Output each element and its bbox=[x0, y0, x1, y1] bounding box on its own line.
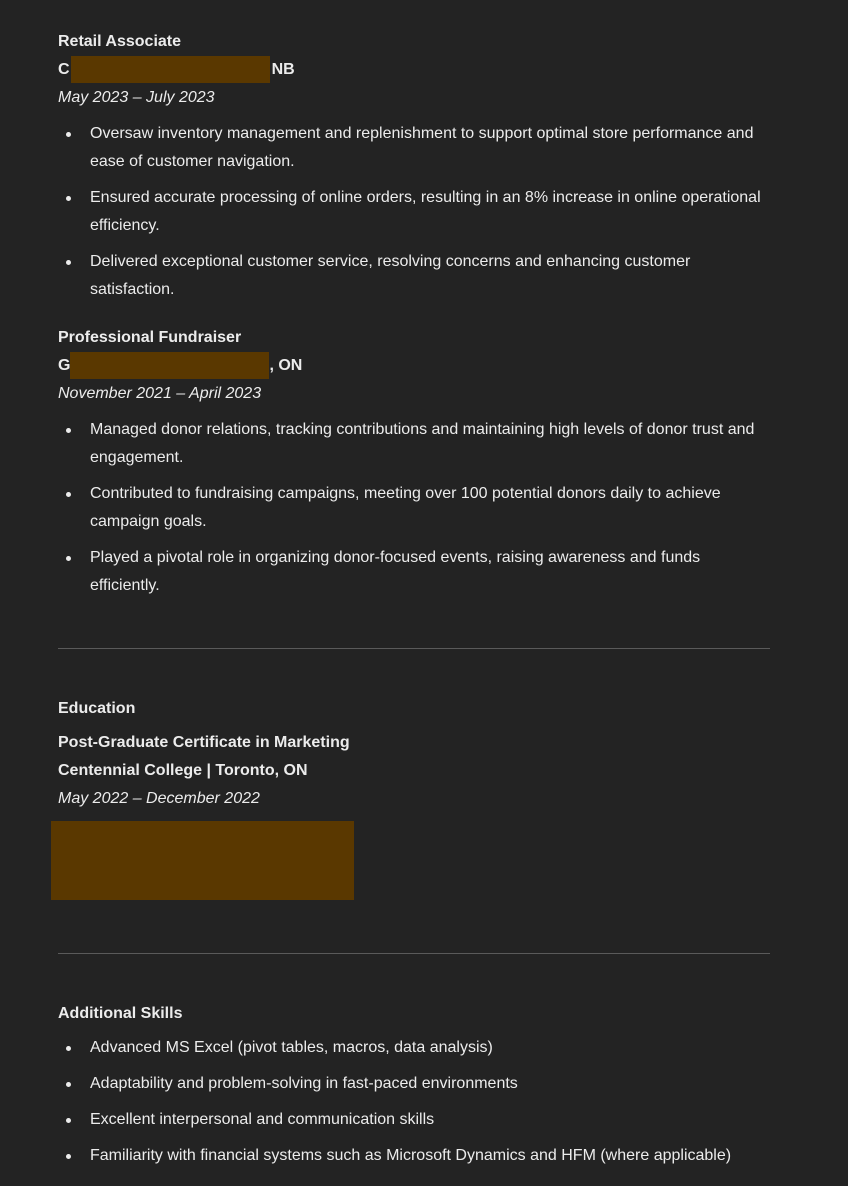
job-company bbox=[58, 56, 770, 84]
bullet-icon bbox=[66, 492, 71, 497]
job-dates: May 2023 – July 2023 bbox=[58, 89, 215, 106]
job-bullets bbox=[58, 416, 770, 600]
job-bullets bbox=[58, 120, 770, 304]
bullet-icon bbox=[66, 132, 71, 137]
section-heading: Education bbox=[58, 700, 136, 717]
education-school: Centennial College | Toronto, ON bbox=[58, 762, 308, 779]
bullet-icon bbox=[66, 1082, 71, 1087]
section-divider bbox=[58, 648, 770, 649]
company-prefix: G bbox=[58, 357, 71, 374]
job-retail-associate bbox=[58, 28, 770, 304]
list-item: Ensured accurate processing of online orders, resulting in an 8% increase in online operational efficiency. bbox=[58, 184, 770, 240]
bullet-icon bbox=[66, 196, 71, 201]
bullet-icon bbox=[66, 556, 71, 561]
job-title: Retail Associate bbox=[58, 33, 182, 50]
list-item: Advanced MS Excel (pivot tables, macros, data analysis) bbox=[58, 1034, 770, 1062]
education-section bbox=[58, 695, 770, 813]
job-professional-fundraiser bbox=[58, 324, 770, 600]
list-item: Oversaw inventory management and replenishment to support optimal store performance and ease of customer navigation. bbox=[58, 120, 770, 176]
bullet-icon bbox=[66, 1118, 71, 1123]
list-item: Managed donor relations, tracking contributions and maintaining high levels of donor trust and engagement. bbox=[58, 416, 770, 472]
company-suffix: , ON bbox=[269, 357, 303, 374]
redaction-box bbox=[51, 821, 354, 900]
list-item: Delivered exceptional customer service, resolving concerns and enhancing customer satisfaction. bbox=[58, 248, 770, 304]
list-item: Played a pivotal role in organizing donor-focused events, raising awareness and funds efficiently. bbox=[58, 544, 770, 600]
education-program: Post-Graduate Certificate in Marketing bbox=[58, 734, 350, 751]
section-heading: Additional Skills bbox=[58, 1005, 183, 1022]
redaction-box bbox=[71, 56, 270, 83]
section-divider bbox=[58, 953, 770, 954]
list-item: Contributed to fundraising campaigns, meeting over 100 potential donors daily to achieve campaign goals. bbox=[58, 480, 770, 536]
bullet-icon bbox=[66, 1046, 71, 1051]
education-dates: May 2022 – December 2022 bbox=[58, 790, 260, 807]
bullet-icon bbox=[66, 428, 71, 433]
job-title: Professional Fundraiser bbox=[58, 329, 242, 346]
company-prefix: C bbox=[58, 61, 70, 78]
redaction-box bbox=[70, 352, 269, 379]
skills-section bbox=[58, 1000, 770, 1170]
bullet-icon bbox=[66, 1154, 71, 1159]
skills-list bbox=[58, 1034, 770, 1170]
list-item: Excellent interpersonal and communication skills bbox=[58, 1106, 770, 1134]
company-suffix: NB bbox=[271, 61, 295, 78]
job-dates: November 2021 – April 2023 bbox=[58, 385, 262, 402]
list-item: Adaptability and problem-solving in fast-paced environments bbox=[58, 1070, 770, 1098]
bullet-icon bbox=[66, 260, 71, 265]
list-item: Familiarity with financial systems such as Microsoft Dynamics and HFM (where applicable) bbox=[58, 1142, 770, 1170]
job-company bbox=[58, 352, 770, 380]
